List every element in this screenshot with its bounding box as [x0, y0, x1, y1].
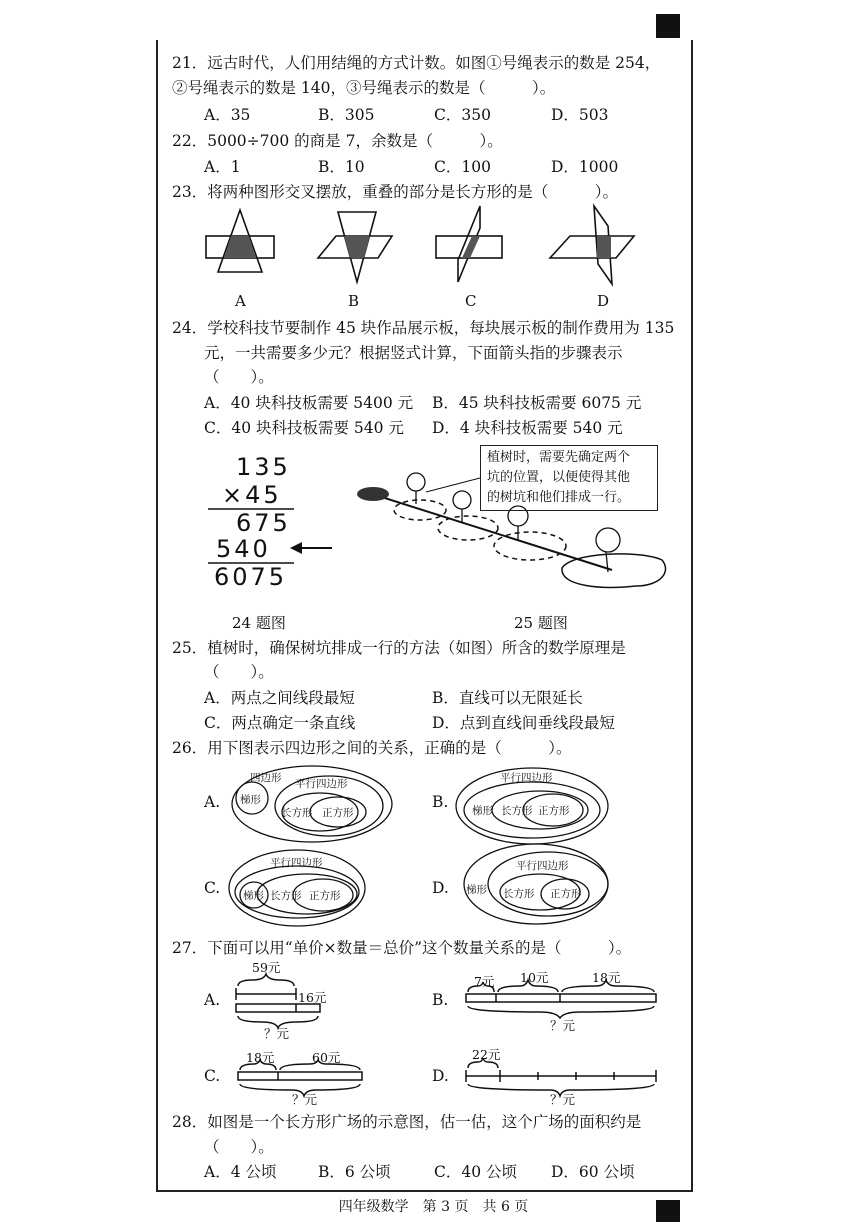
q27b-label-4: ？元: [550, 1018, 576, 1033]
q22-option-b[interactable]: B．10: [318, 158, 365, 176]
q27b-label-1: 7元: [474, 974, 495, 989]
q27-option-a[interactable]: A.: [204, 991, 221, 1009]
page-footer: 四年级数学 第 3 页 共 6 页: [338, 1199, 529, 1215]
b-rect-label: 长方形: [501, 805, 533, 817]
c-trap-label: 梯形: [243, 890, 264, 902]
calc-partial-2: 540: [216, 535, 271, 563]
a-trap-label: 梯形: [240, 794, 261, 806]
d-para-label: 平行四边形: [516, 860, 569, 872]
q27c-label-3: ？元: [292, 1092, 318, 1107]
q25-option-b[interactable]: B．直线可以无限延长: [432, 689, 583, 707]
q26-option-c[interactable]: C.: [204, 879, 221, 897]
q27-diagram-b: [466, 980, 656, 1018]
question-26-text: 26．用下图表示四边形之间的关系，正确的是（ ）。: [172, 739, 572, 757]
q27-option-b[interactable]: B.: [432, 991, 449, 1009]
b-trap-label: 梯形: [472, 805, 493, 817]
fig25-note: 植树时，需要先确定两个 坑的位置，以便使得其他 的树坑和他们排成一行。: [480, 445, 658, 511]
c-square-label: 正方形: [309, 890, 341, 902]
calc-multiplier: ×45: [222, 481, 282, 509]
q21-option-a[interactable]: A．35: [204, 106, 251, 124]
d-trap-label: 梯形: [466, 884, 487, 896]
q26-option-d[interactable]: D.: [432, 879, 449, 897]
q27a-label-1: 59元: [252, 960, 281, 975]
q25-option-a[interactable]: A．两点之间线段最短: [204, 689, 355, 707]
q23-label-d: D: [597, 292, 610, 310]
question-22-text: 22．5000÷700 的商是 7，余数是（ ）。: [172, 132, 503, 150]
q28-option-c[interactable]: C．40 公顷: [434, 1163, 518, 1181]
question-24-text-3: （ ）。: [204, 368, 274, 386]
q27c-label-2: 60元: [312, 1050, 341, 1065]
question-21-text-2: ②号绳表示的数是 140，③号绳表示的数是（ ）。: [172, 79, 556, 97]
q28-option-d[interactable]: D．60 公顷: [551, 1163, 635, 1181]
question-25-text: 25．植树时，确保树坑排成一行的方法（如图）所含的数学原理是: [172, 639, 626, 657]
a-para-label: 平行四边形: [295, 778, 348, 790]
q25-option-d[interactable]: D．点到直线间垂线段最短: [432, 714, 615, 732]
question-25-text-2: （ ）。: [204, 663, 274, 681]
q22-option-c[interactable]: C．100: [434, 158, 491, 176]
q21-option-c[interactable]: C．350: [434, 106, 491, 124]
q25-option-c[interactable]: C．两点确定一条直线: [204, 714, 356, 732]
c-para-label: 平行四边形: [270, 857, 323, 869]
b-square-label: 正方形: [538, 805, 570, 817]
question-24-text-2: 元，一共需要多少元？根据竖式计算，下面箭头指的步骤表示: [204, 344, 623, 362]
d-square-label: 正方形: [550, 888, 582, 900]
calc-result: 6075: [214, 563, 288, 591]
q27-option-d[interactable]: D.: [432, 1067, 449, 1085]
a-square-label: 正方形: [322, 807, 354, 819]
q24-option-a[interactable]: A．40 块科技板需要 5400 元: [204, 394, 414, 412]
q27b-label-3: 18元: [592, 970, 621, 985]
q27a-label-3: ？元: [264, 1026, 290, 1041]
q27-option-c[interactable]: C.: [204, 1067, 221, 1085]
fig25-caption: 25 题图: [514, 614, 568, 632]
question-21-text: 21．远古时代，人们用结绳的方式计数。如图①号绳表示的数是 254，: [172, 54, 661, 72]
q28-option-b[interactable]: B．6 公顷: [318, 1163, 391, 1181]
q26-option-a[interactable]: A.: [204, 793, 221, 811]
q23-label-b: B: [348, 292, 360, 310]
q26-option-b[interactable]: B.: [432, 793, 449, 811]
fig24-caption: 24 题图: [232, 614, 286, 632]
q21-option-d[interactable]: D．503: [551, 106, 609, 124]
q21-option-b[interactable]: B．305: [318, 106, 375, 124]
a-quad-label: 四边形: [250, 772, 282, 784]
q22-option-a[interactable]: A．1: [204, 158, 241, 176]
q22-option-d[interactable]: D．1000: [551, 158, 619, 176]
question-28-text: 28．如图是一个长方形广场的示意图，估一估，这个广场的面积约是: [172, 1113, 642, 1131]
q27d-label-2: ？元: [550, 1092, 576, 1107]
question-23-text: 23．将两种图形交叉摆放，重叠的部分是长方形的是（ ）。: [172, 183, 618, 201]
calc-partial-1: 675: [236, 509, 291, 537]
a-rect-label: 长方形: [281, 807, 313, 819]
q27b-label-2: 10元: [520, 970, 549, 985]
q28-option-a[interactable]: A．4 公顷: [204, 1163, 277, 1181]
q27a-label-2: 16元: [298, 990, 327, 1005]
question-24-text: 24．学校科技节要制作 45 块作品展示板，每块展示板的制作费用为 135: [172, 319, 675, 337]
q23-label-c: C: [465, 292, 477, 310]
question-27-text: 27．下面可以用“单价×数量＝总价”这个数量关系的是（ ）。: [172, 939, 632, 957]
question-28-text-2: （ ）。: [204, 1138, 274, 1156]
q24-option-c[interactable]: C．40 块科技板需要 540 元: [204, 419, 404, 437]
b-para-label: 平行四边形: [500, 772, 553, 784]
q24-option-b[interactable]: B．45 块科技板需要 6075 元: [432, 394, 642, 412]
c-rect-label: 长方形: [270, 890, 302, 902]
q27c-label-1: 18元: [246, 1050, 275, 1065]
q24-option-d[interactable]: D．4 块科技板需要 540 元: [432, 419, 623, 437]
calc-multiplicand: 135: [236, 453, 291, 481]
d-rect-label: 长方形: [503, 888, 535, 900]
q27d-label-1: 22元: [472, 1047, 501, 1062]
q23-label-a: A: [235, 292, 246, 310]
